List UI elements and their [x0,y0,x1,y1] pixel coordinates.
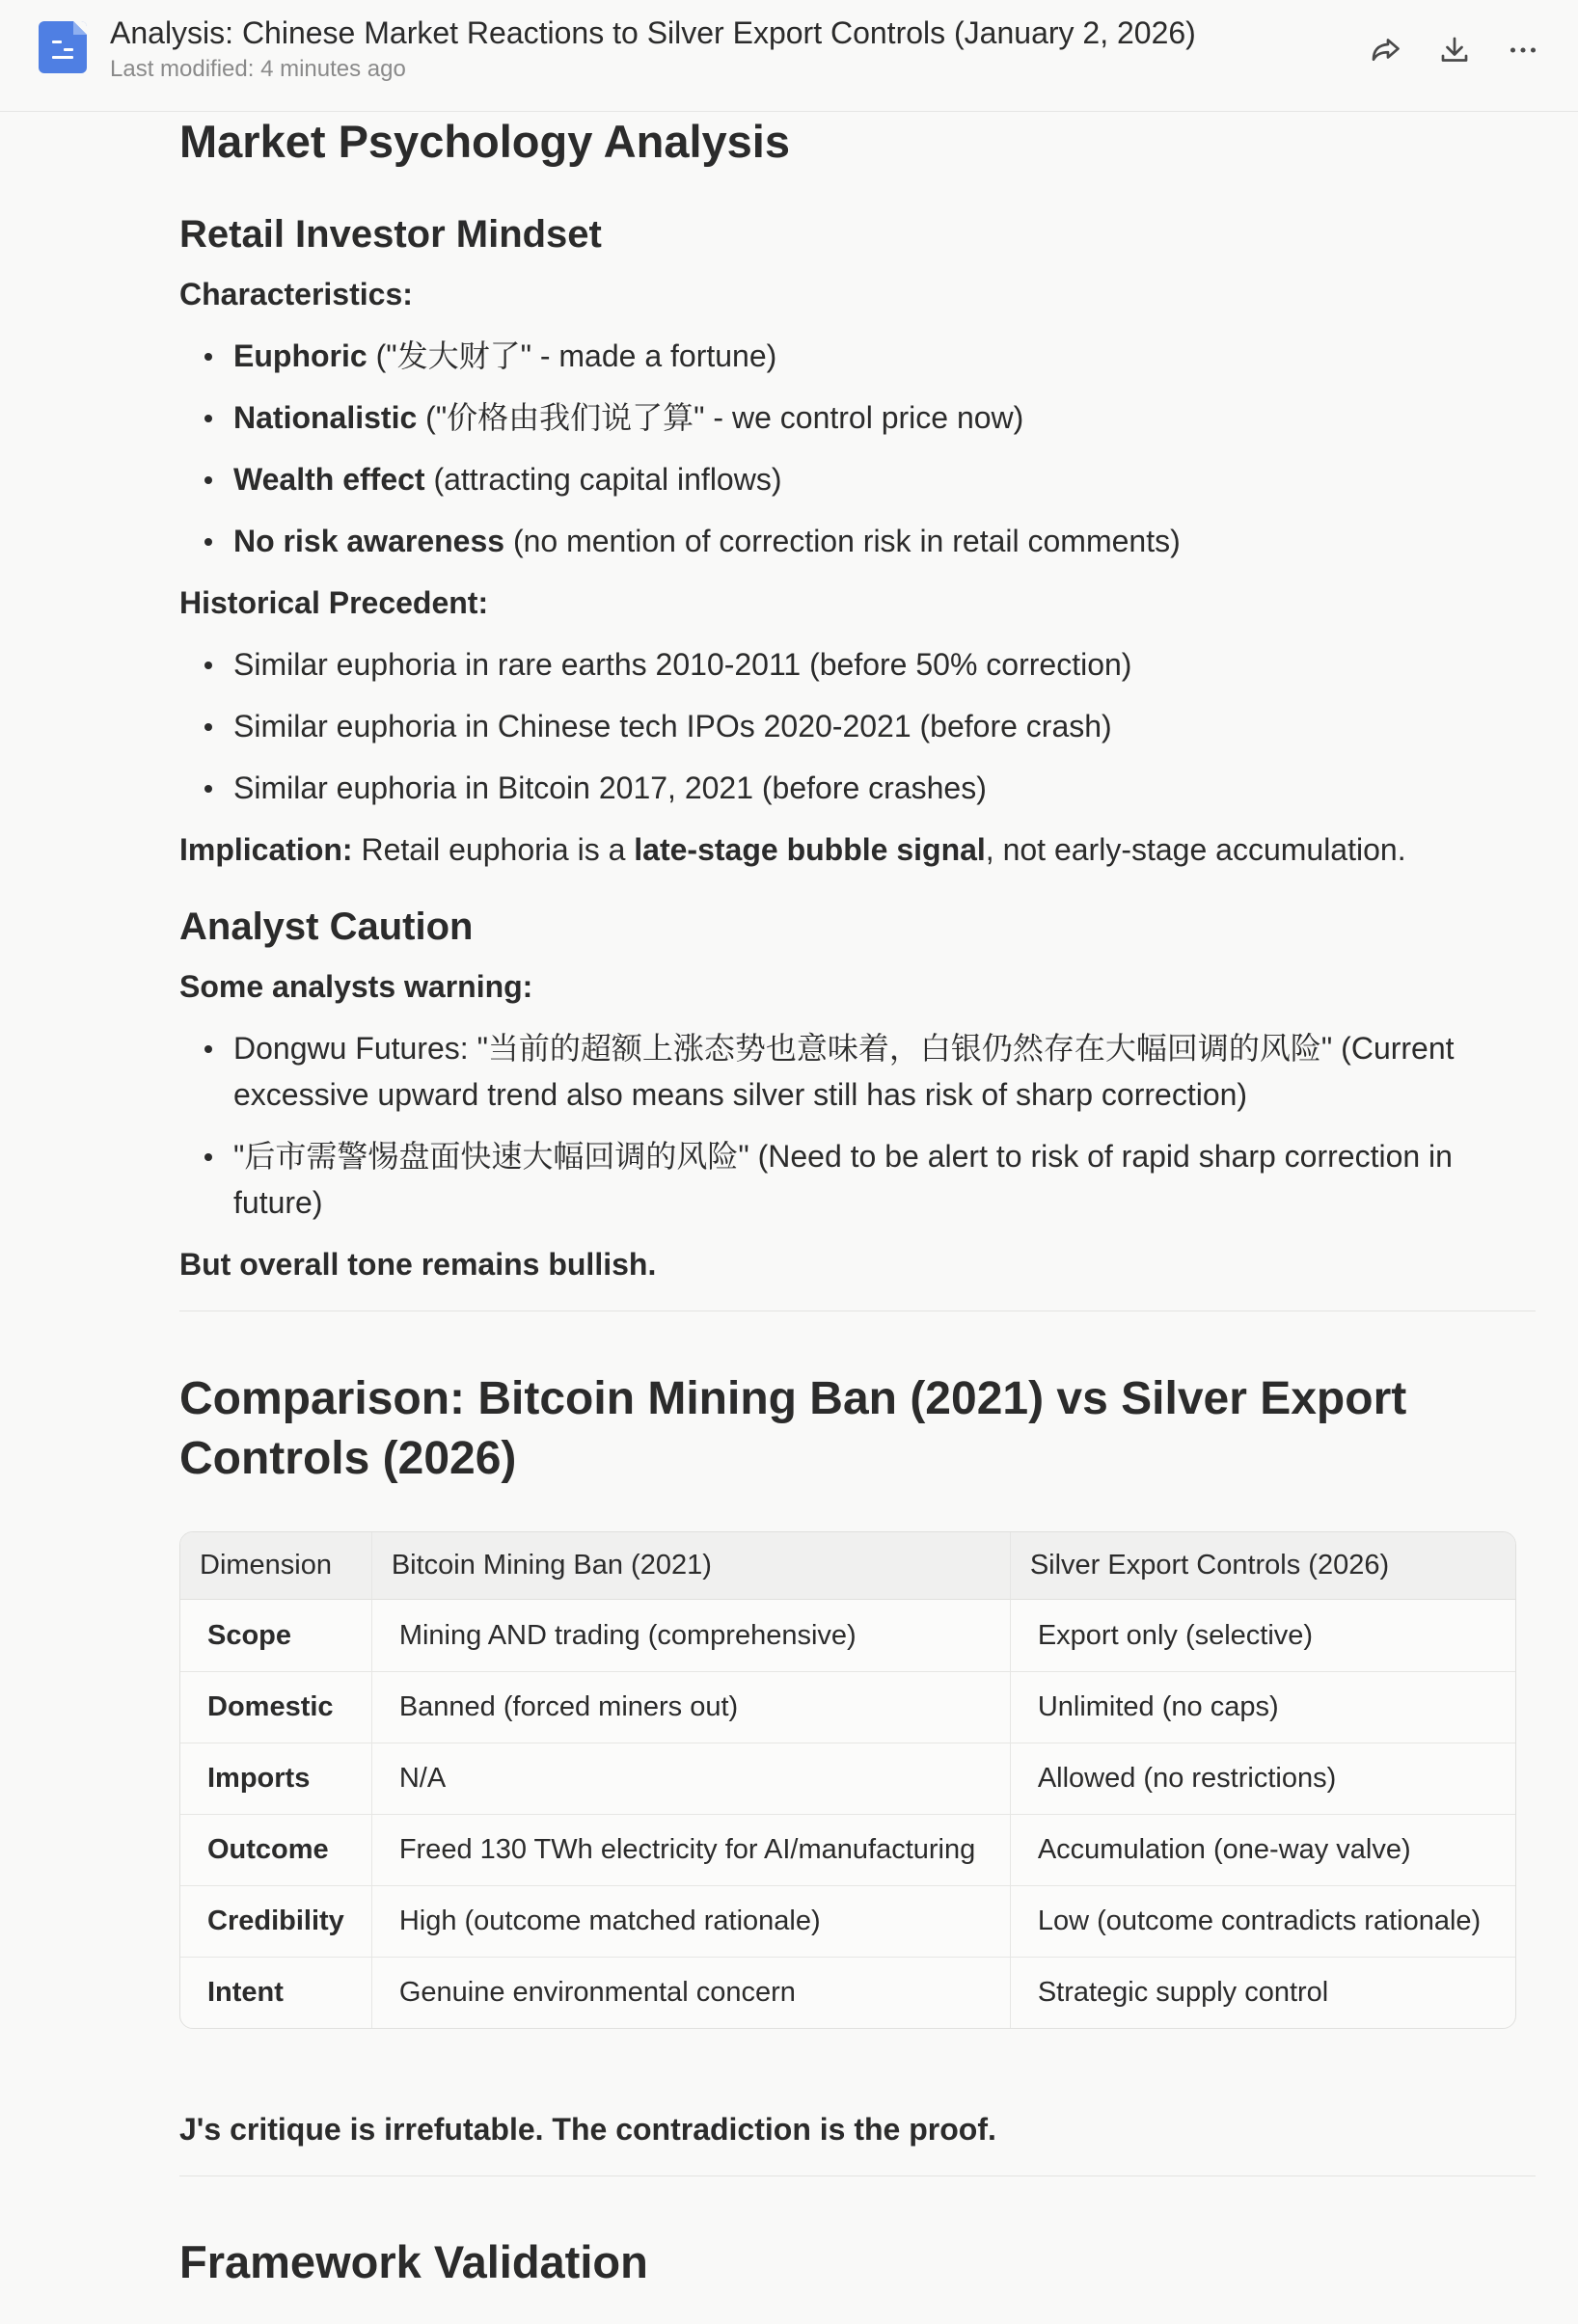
section-title-comparison: Comparison: Bitcoin Mining Ban (2021) vs Silver Export Controls (2026) [179,1373,1407,1485]
table-cell: Scope [207,1619,292,1651]
table-cell: Intent [180,1957,371,2028]
table-cell: Low (outcome contradicts rationale) [1010,1885,1515,1957]
table-header-row [180,1532,1515,1600]
download-icon [1437,33,1472,68]
table-cell: Credibility [180,1885,371,1957]
divider [179,2175,1536,2176]
list-item: Wealth effect (attracting capital inflows) [233,456,1536,502]
list-item: Dongwu Futures: "当前的超额上涨态势也意味着，白银仍然存在大幅回调的风险" (Current excessive upward trend also means silver still has risk of sharp correction) [233,1025,1536,1118]
download-button[interactable] [1433,29,1476,71]
table-cell: Strategic supply control [1010,1957,1515,2028]
list-item: Similar euphoria in Chinese tech IPOs 2020-2021 (before crash) [233,703,1536,749]
table-row [180,1957,1515,2028]
table-cell: Banned (forced miners out) [371,1671,1010,1743]
table-row [180,1814,1515,1885]
table-cell: Mining AND trading (comprehensive) [371,1600,1010,1671]
document-header [0,0,1578,112]
table-cell: N/A [371,1743,1010,1814]
column-header: Bitcoin Mining Ban (2021) [371,1532,1010,1600]
table-cell: Allowed (no restrictions) [1010,1743,1515,1814]
more-icon [1506,33,1540,68]
overall-tone: But overall tone remains bullish. [179,1247,657,1283]
list-item: Euphoric ("发大财了" - made a fortune) [233,333,1536,379]
section-title-framework: Framework Validation [179,2236,648,2288]
precedent-list [179,641,1536,811]
table-cell: Imports [180,1743,371,1814]
characteristics-label: Characteristics: [179,277,413,312]
table-row [180,1885,1515,1957]
table-cell: High (outcome matched rationale) [371,1885,1010,1957]
share-button[interactable] [1364,29,1406,71]
more-options-button[interactable] [1502,29,1544,71]
column-header: Silver Export Controls (2026) [1010,1532,1515,1600]
document-body [179,112,1536,2291]
share-icon [1368,33,1402,68]
comparison-table [179,1531,1516,2029]
caution-list [179,1025,1536,1226]
table-row [180,1671,1515,1743]
last-modified: Last modified: 4 minutes ago [110,56,406,82]
list-item: Similar euphoria in Bitcoin 2017, 2021 (before crashes) [233,765,1536,811]
list-item: No risk awareness (no mention of correction risk in retail comments) [233,518,1536,564]
table-row [180,1600,1515,1671]
table-cell: Accumulation (one-way valve) [1010,1814,1515,1885]
warning-label: Some analysts warning: [179,969,533,1005]
subsection-title-retail: Retail Investor Mindset [179,213,602,257]
characteristics-list [179,333,1536,564]
table-cell: Domestic [180,1671,371,1743]
table-cell: Export only (selective) [1010,1600,1515,1671]
section-title-market-psychology: Market Psychology Analysis [179,116,791,167]
table-cell: Freed 130 TWh electricity for AI/manufacturing [371,1814,1010,1885]
list-item: Similar euphoria in rare earths 2010-2011 (before 50% correction) [233,641,1536,688]
subsection-title-analyst-caution: Analyst Caution [179,905,474,949]
conclusion: J's critique is irrefutable. The contradiction is the proof. [179,2112,996,2148]
table-cell: Outcome [180,1814,371,1885]
list-item: "后市需警惕盘面快速大幅回调的风险" (Need to be alert to risk of rapid sharp correction in future) [233,1133,1536,1226]
table-cell: Genuine environmental concern [371,1957,1010,2028]
table-cell: Unlimited (no caps) [1010,1671,1515,1743]
document-icon [39,21,87,73]
historical-precedent-label: Historical Precedent: [179,585,489,621]
document-title: Analysis: Chinese Market Reactions to Silver Export Controls (January 2, 2026) [110,15,1196,50]
implication-paragraph: Implication: Retail euphoria is a late-stage bubble signal, not early-stage accumulation. [179,832,1406,868]
column-header: Dimension [180,1532,371,1600]
list-item: Nationalistic ("价格由我们说了算" - we control price now) [233,394,1536,441]
table-row [180,1743,1515,1814]
